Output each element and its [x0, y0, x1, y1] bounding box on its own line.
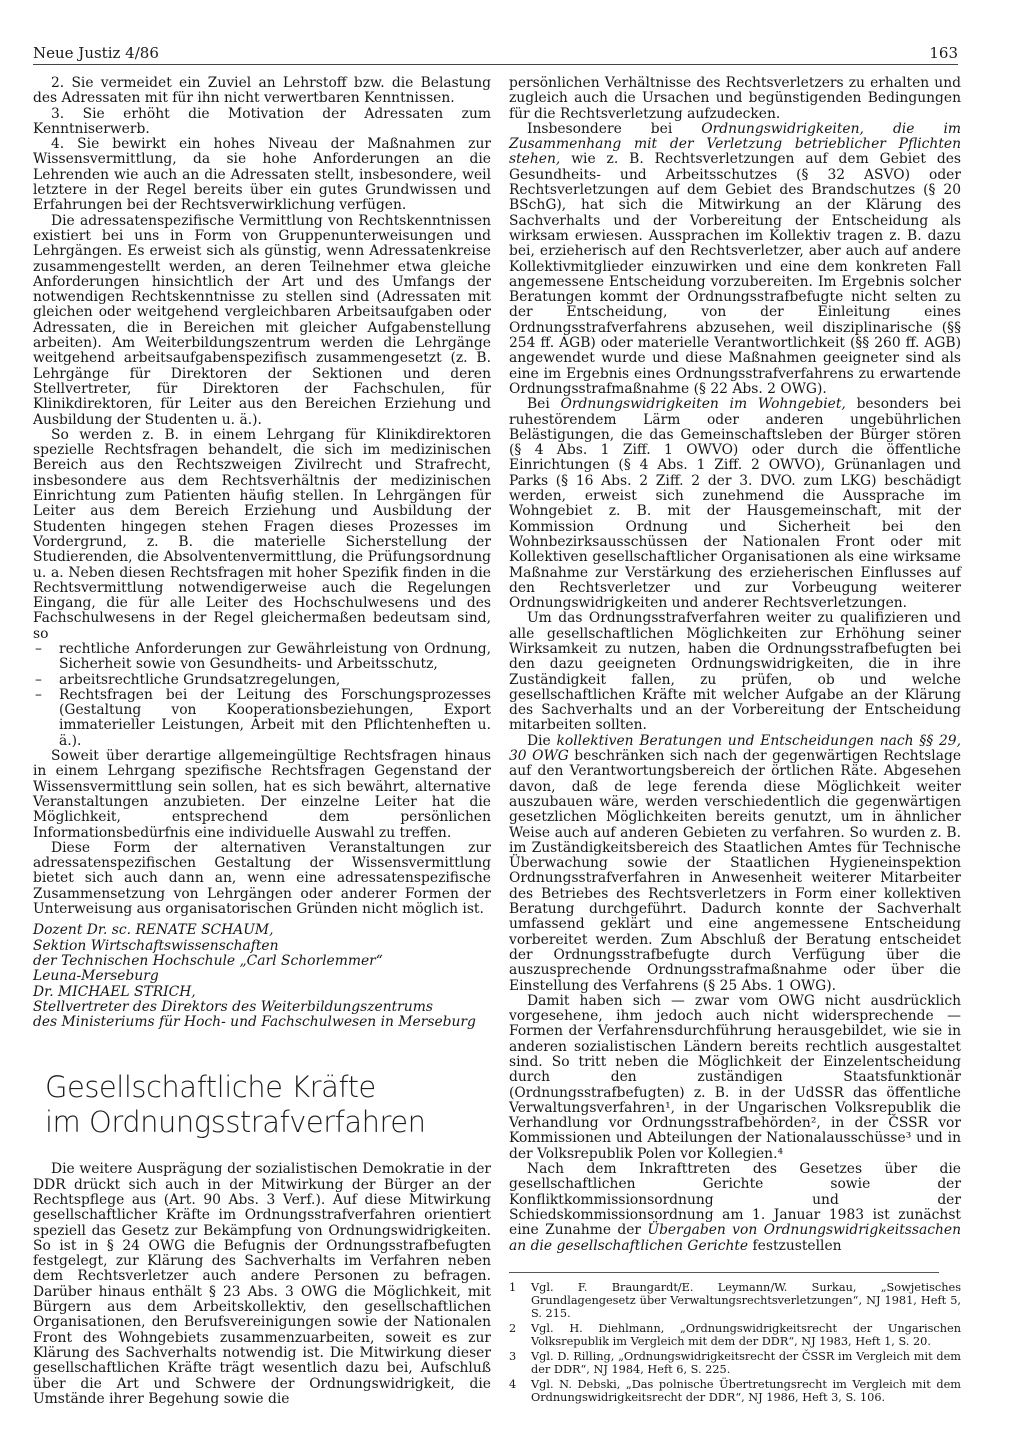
- author-line: Stellvertreter des Direktors des Weiterbildungszentrums: [33, 998, 433, 1015]
- footnote-number: 1: [509, 1280, 517, 1294]
- footnote-text: Vgl. D. Rilling, „Ordnungswidrigkeitsrecht der ČSSR im Vergleich mit dem der DDR“, NJ 1984, Heft 6, S. 225.: [531, 1349, 961, 1376]
- body-paragraph: Die adressatenspezifische Vermittlung von Rechtskenntnissen existiert bei uns in Form von Gruppenunterweisungen und Lehrgängen. Es erweist sich als günstig, wenn Adressatenkreise zusammengestellt werden, an deren Teilnehmer etwa gleiche Anforderungen hinsichtlich der Art und des Umfangs der notwendigen Rechtskenntnisse zu stellen sind (Adressaten mit gleichen oder weitgehend vergleichbaren Arbeitsaufgaben oder Adressaten, die in Bereichen mit gleicher Aufgabenstellung arbeiten). Am Weiterbildungszentrum werden die Lehrgänge weitgehend arbeitsaufgabenspezifisch zusammengesetzt (z. B. Lehrgänge für Direktoren der Sektionen und deren Stellvertreter, für Direktoren der Fachschulen, für Klinikdirektoren, für Leiter aus den Bereichen Erziehung und Ausbildung der Studenten u. ä.).: [33, 212, 491, 428]
- body-paragraph: Diese Form der alternativen Veranstaltungen zur adressatenspezifischen Gestaltung der Wissensvermittlung bietet sich auch dann an, wenn eine adressatenspezifische Zusammensetzung von Lehrgängen oder anderer Formen der Unterweisung aus organisatorischen Gründen nicht möglich ist.: [33, 839, 491, 918]
- article-heading-line: im Ordnungsstrafverfahren: [45, 1105, 426, 1140]
- article-heading-line: Gesellschaftliche Kräfte: [45, 1070, 376, 1105]
- list-point-4: 4. Sie bewirkt ein hohes Niveau der Maßnahmen zur Wissensvermittlung, da sie hohe Anforderungen an die Lehrenden wie auch an die Adressaten stellt, insbesondere, weil letztere in der Regel bereits über ein gutes Grundwissen und Erfahrungen bei der Rechtsverwirklichung verfügen.: [33, 136, 491, 214]
- footnote-text: Vgl. H. Diehlmann, „Ordnungswidrigkeitsrecht der Ungarischen Volksrepublik im Vergleich mit dem der DDR“, NJ 1983, Heft 1, S. 20.: [531, 1321, 961, 1348]
- body-paragraph: Die kollektiven Beratungen und Entscheidungen nach §§ 29, 30 OWG beschränken sich nach der gegenwärtigen Rechtslage auf den Verantwortungsbereich der örtlichen Räte. Abgesehen davon, daß de lege ferenda diese Möglichkeit weiter auszubauen wäre, werden verschiedentlich die gegenwärtigen gesetzlichen Möglichkeiten bereits genutzt, um in ähnlicher Weise auch auf anderen Gebieten zu verfahren. So wurden z. B. im Zuständigkeitsbereich des Staatlichen Amtes für Technische Überwachung sowie der Staatlichen Hygieneinspektion Ordnungsstrafverfahren in Anwesenheit weiterer Mitarbeiter des Betriebes des Rechtsverletzers in Form einer kollektiven Beratung durchgeführt. Dadurch konnte der Sachverhalt umfassend geklärt und eine angemessene Entscheidung vorbereitet werden. Zum Abschluß der Beratung entscheidet der Ordnungsstrafbefugte durch Verfügung über die auszusprechende Ordnungsstrafmaßnahme oder über die Einstellung des Verfahrens (§ 25 Abs. 1 OWG).: [509, 732, 962, 994]
- author-line: Dozent Dr. sc. RENATE SCHAUM,: [33, 922, 274, 939]
- footnote-number: 2: [509, 1321, 517, 1335]
- footnote: [509, 1350, 961, 1376]
- emphasis-text: Übergaben von Ordnungswidrigkeitssachen an die gesellschaftlichen Gerichte: [509, 1222, 962, 1254]
- footnote-rule: [509, 1272, 939, 1273]
- list-item: – arbeitsrechtliche Grundsatzregelungen,: [33, 673, 491, 688]
- body-paragraph: So werden z. B. in einem Lehrgang für Klinikdirektoren spezielle Rechtsfragen behandelt, die sich im medizinischen Bereich aus den Rechtszweigen Zivilrecht und Strafrecht, insbesondere aus dem Rechtsverhältnis der medizinischen Einrichtung zum Patienten häufig stellen. In Lehrgängen für Leiter aus dem Bereich Erziehung und Ausbildung der Studenten hingegen stehen Fragen dieses Prozesses im Vordergrund, z. B. die materielle Sicherstellung der Studierenden, die Absolventenvermittlung, die Prüfungsordnung u. a. Neben diesen Rechtsfragen mit hoher Spezifik finden in die Rechtsvermittlung notwendigerweise auch die Regelungen Eingang, die für alle Leiter des Hochschulwesens und des Fachschulwesens in der Regel gleichermaßen bedeutsam sind, so: [33, 426, 491, 642]
- page-number: 163: [929, 44, 958, 62]
- list-point-2: 2. Sie vermeidet ein Zuviel an Lehrstoff bzw. die Belastung des Adressaten mit für ihn nicht verwertbaren Kenntnissen.: [33, 75, 491, 107]
- author-line: Leuna-Merseburg: [33, 968, 159, 985]
- footnotes: [509, 1281, 961, 1404]
- author-line: des Ministeriums für Hoch- und Fachschulwesen in Merseburg: [33, 1014, 476, 1031]
- left-column: [33, 76, 491, 1407]
- author-signature: [33, 923, 491, 1030]
- footnote-text: Vgl. N. Debski, „Das polnische Übertretungsrecht im Vergleich mit dem Ordnungswidrigkeitsrecht der DDR“, NJ 1986, Heft 3, S. 106.: [531, 1377, 961, 1404]
- author-line: Sektion Wirtschaftswissenschaften: [33, 937, 279, 954]
- body-paragraph: Insbesondere bei Ordnungswidrigkeiten, die im Zusammenhang mit der Verletzung betrieblicher Pflichten stehen, wie z. B. Rechtsverletzungen auf dem Gebiet des Gesundheits- und Arbeitsschutzes (§ 32 ASVO) oder Rechtsverletzungen auf dem Gebiet des Brandschutzes (§ 20 BSchG), hat sich die Mitwirkung an der Klärung des Sachverhalts und der Vorbereitung der Entscheidung als wirksam erwiesen. Aussprachen im Kollektiv tragen z. B. dazu bei, erzieherisch auf den Rechtsverletzer, aber auch auf andere Kollektivmitglieder einzuwirken und eine dem konkreten Fall angemessene Entscheidung vorzubereiten. Im Ergebnis solcher Beratungen kommt der Ordnungsstrafbefugte nicht selten zu der Entscheidung, von der Einleitung eines Ordnungsstrafverfahrens abzusehen, weil disziplinarische (§§ 254 ff. AGB) oder materielle Verantwortlichkeit (§§ 260 ff. AGB) angewendet wurde und diese Maßnahmen geeigneter sind als eine im Ergebnis eines Ordnungsstrafverfahrens zu erwartende Ordnungsstrafmaßnahme (§ 22 Abs. 2 OWG).: [509, 120, 961, 397]
- header-rule: [33, 64, 958, 65]
- body-paragraph: Soweit über derartige allgemeingültige Rechtsfragen hinaus in einem Lehrgang spezifische Rechtsfragen Gegenstand der Wissensvermittlung sein sollen, hat es sich bewährt, alternative Veranstaltungen anzubieten. Der einzelne Leiter hat die Möglichkeit, entsprechend dem persönlichen Informationsbedürfnis eine individuelle Auswahl zu treffen.: [33, 748, 491, 841]
- footnote-number: 4: [509, 1377, 517, 1391]
- footnote-number: 3: [509, 1349, 517, 1363]
- footnote: [509, 1322, 961, 1348]
- list-item: – rechtliche Anforderungen zur Gewährleistung von Ordnung, Sicherheit sowie von Gesundheits- und Arbeitsschutz,: [33, 642, 491, 673]
- emphasis-text: Ordnungswidrigkeiten, die im Zusammenhang mit der Verletzung betrieblicher Pflichten stehen,: [509, 120, 961, 168]
- body-paragraph: Bei Ordnungswidrigkeiten im Wohngebiet, besonders bei ruhestörendem Lärm oder anderen ungebührlichen Belästigungen, die das Gemeinschaftsleben der Bürger stören (§ 4 Abs. 1 Ziff. 1 OWVO) oder durch die öffentliche Einrichtungen (§ 4 Abs. 1 Ziff. 2 OWVO), Grünanlagen und Parks (§ 16 Abs. 2 Ziff. 2 der 3. DVO. zum LKG) beschädigt werden, erweist sich zunehmend die Aussprache im Wohngebiet z. B. mit der Hausgemeinschaft, mit der Kommission Ordnung und Sicherheit bei den Wohnbezirksausschüssen der Nationalen Front oder mit Kollektiven gesellschaftlicher Organisationen als eine wirksame Maßnahme zur Verstärkung des erzieherischen Einflusses auf den Rechtsverletzer und zur Vorbeugung weiterer Ordnungswidrigkeiten und anderer Rechtsverletzungen.: [509, 396, 961, 612]
- emphasis-text: Ordnungswidrigkeiten im Wohngebiet,: [560, 396, 846, 413]
- list-item: – Rechtsfragen bei der Leitung des Forschungsprozesses (Gestaltung von Kooperationsbeziehungen, Export immaterieller Leistungen, Arbeit mit den Pflichtenheften u. ä.).: [33, 688, 491, 749]
- article-heading: [45, 1070, 491, 1140]
- body-paragraph: Die weitere Ausprägung der sozialistischen Demokratie in der DDR drückt sich auch in der Mitwirkung der Bürger an der Rechtspflege aus (Art. 90 Abs. 3 Verf.). Auf diese Mitwirkung gesellschaftlicher Kräfte im Ordnungsstrafverfahren orientiert speziell das Gesetz zur Bekämpfung von Ordnungswidrigkeiten. So ist in § 24 OWG die Befugnis der Ordnungsstrafbefugten festgelegt, zur Klärung des Sachverhalts im Verfahren neben dem Rechtsverletzer auch andere Personen zu befragen. Darüber hinaus enthält § 23 Abs. 3 OWG die Möglichkeit, mit Bürgern aus dem Arbeitskollektiv, den gesellschaftlichen Organisationen, den Berufsvereinigungen sowie der Nationalen Front des Wohngebiets zusammenzuarbeiten, soweit es zur Klärung des Sachverhalts notwendig ist. Die Mitwirkung dieser gesellschaftlichen Kräfte trägt wesentlich dazu bei, Aufschluß über die Art und Schwere der Ordnungswidrigkeit, die Umstände ihrer Begehung sowie die: [33, 1161, 491, 1407]
- running-header-journal: Neue Justiz 4/86: [33, 44, 159, 62]
- footnote: [509, 1281, 961, 1320]
- footnote: [509, 1378, 961, 1404]
- author-line: Dr. MICHAEL STRICH,: [33, 983, 196, 1000]
- body-paragraph: persönlichen Verhältnisse des Rechtsverletzers zu erhalten und zugleich auch die Ursachen und begünstigenden Bedingungen für die Rechtsverletzung aufzudecken.: [509, 75, 961, 122]
- body-paragraph: Um das Ordnungsstrafverfahren weiter zu qualifizieren und alle gesellschaftlichen Möglichkeiten zur Erhöhung seiner Wirksamkeit zu nutzen, haben die Ordnungsstrafbefugten bei den dazu geeigneten Ordnungswidrigkeiten, die in ihre Zuständigkeit fallen, zu prüfen, ob und welche gesellschaftlichen Kräfte mit welcher Aufgabe an der Klärung des Sachverhalts und an der Vorbereitung der Entscheidung mitarbeiten sollten.: [509, 610, 961, 734]
- body-paragraph: Damit haben sich — zwar vom OWG nicht ausdrücklich vorgesehene, ihm jedoch auch nicht widersprechende — Formen der Verfahrensdurchführung herausgebildet, wie sie in anderen sozialistischen Ländern bereits rechtlich ausgestaltet sind. So tritt neben die Möglichkeit der Einzelentscheidung durch den zuständigen Staatsfunktionär (Ordnungsstrafbefugten) z. B. in der UdSSR das öffentliche Verwaltungsverfahren¹, in der Ungarischen Volksrepublik die Verhandlung vor Ordnungsstrafbehörden², in der ČSSR vor Kommissionen und Abteilungen der Nationalausschüsse³ und in der Volksrepublik Polen vor Kollegien.⁴: [509, 992, 961, 1162]
- emphasis-text: kollektiven Beratungen und Entscheidungen nach §§ 29, 30 OWG: [509, 732, 961, 765]
- body-paragraph: Nach dem Inkrafttreten des Gesetzes über die gesellschaftlichen Gerichte sowie der Konfliktkommissionsordnung und der Schiedskommissionsordnung am 1. Januar 1983 ist zunächst eine Zunahme der Übergaben von Ordnungswidrigkeitssachen an die gesellschaftlichen Gerichte festzustellen: [509, 1161, 962, 1254]
- author-line: der Technischen Hochschule „Carl Schorlemmer“: [33, 952, 383, 969]
- list-point-3: 3. Sie erhöht die Motivation der Adressaten zum Kenntniserwerb.: [33, 105, 491, 137]
- footnote-text: Vgl. F. Braungardt/E. Leymann/W. Surkau, „Sowjetisches Grundlagengesetz über Verwaltungsrechtsverletzungen“, NJ 1981, Heft 5, S. 215.: [531, 1280, 961, 1320]
- dash-list: [33, 642, 491, 749]
- right-column: [509, 76, 961, 1406]
